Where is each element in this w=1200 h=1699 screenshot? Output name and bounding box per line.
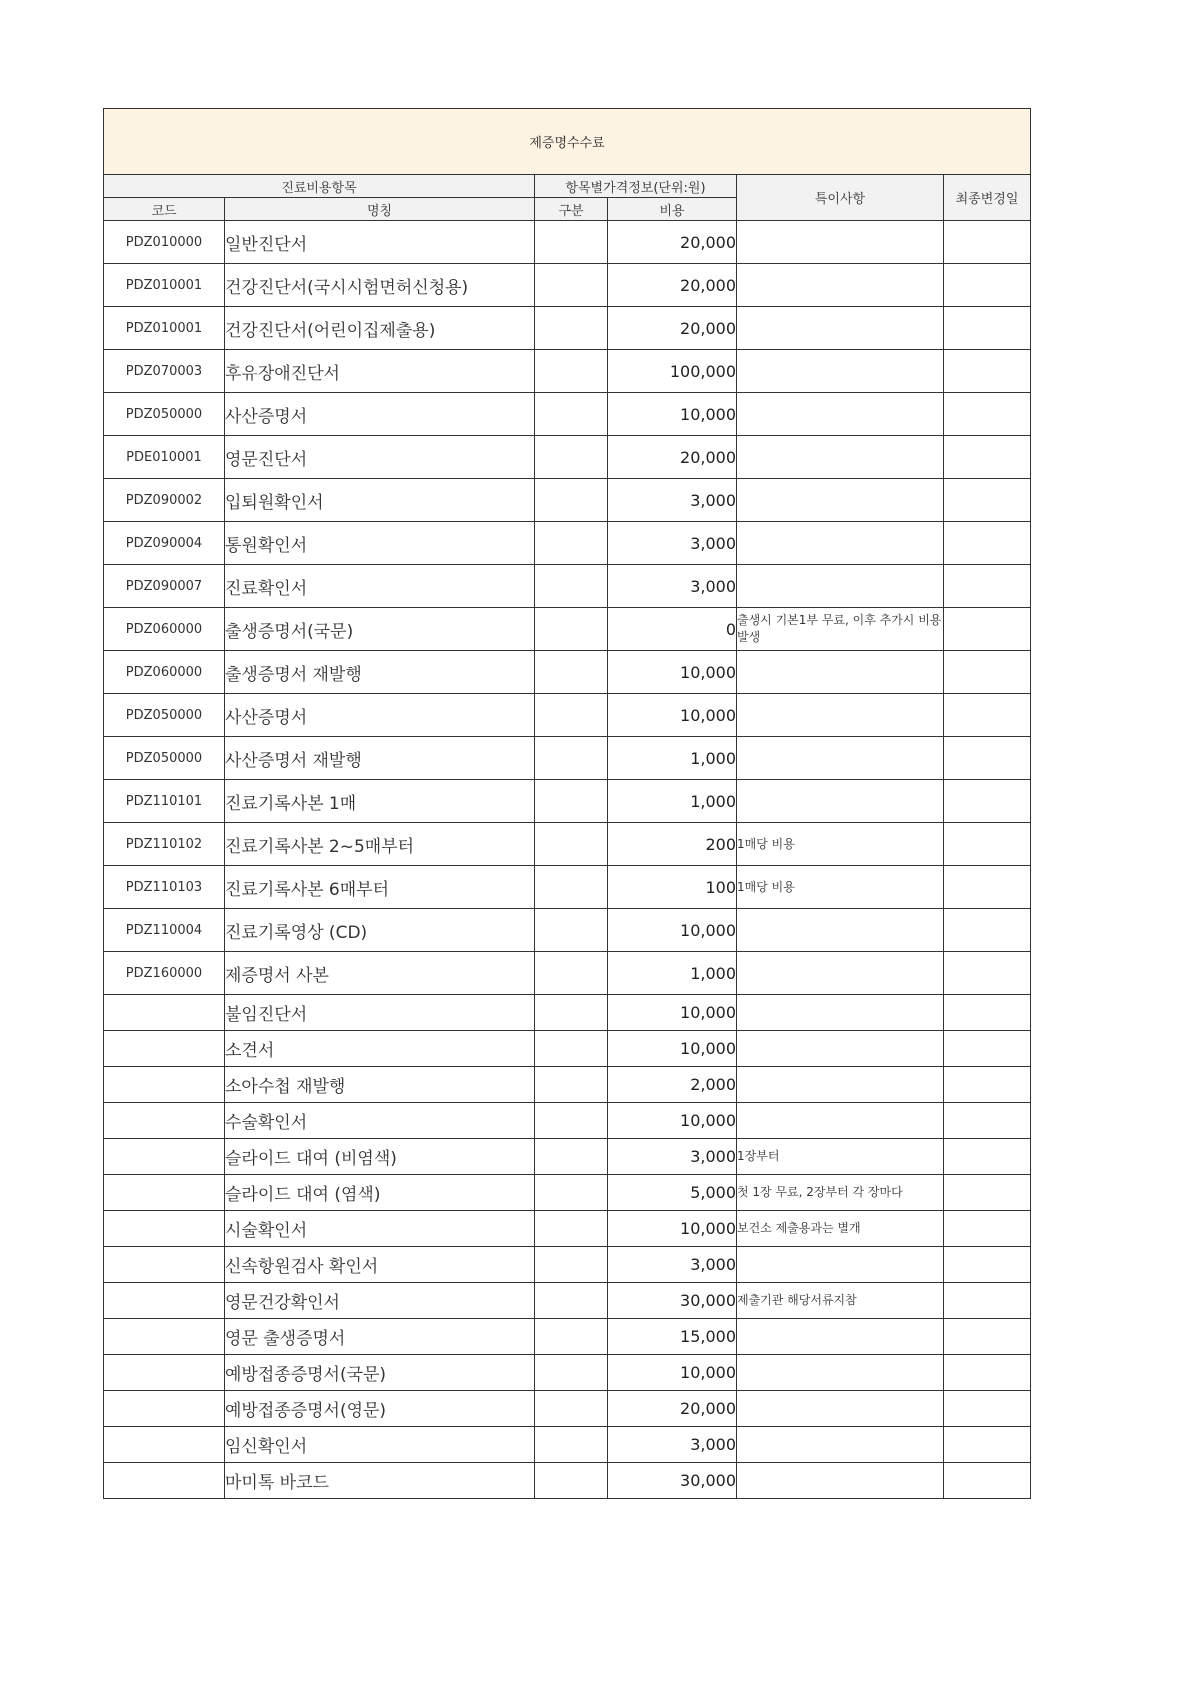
table-row xyxy=(104,608,1031,651)
cell-name: 영문진단서 xyxy=(225,436,535,479)
cell-date xyxy=(944,1319,1031,1355)
cell-category xyxy=(535,1211,608,1247)
cell-code: PDZ110102 xyxy=(104,823,225,866)
cell-cost: 10,000 xyxy=(608,694,737,737)
cell-name: 사산증명서 xyxy=(225,393,535,436)
cell-date xyxy=(944,823,1031,866)
table-row xyxy=(104,1463,1031,1499)
cell-code: PDZ010001 xyxy=(104,264,225,307)
cell-name: 진료기록영상 (CD) xyxy=(225,909,535,952)
cell-category xyxy=(535,1247,608,1283)
cell-date xyxy=(944,1427,1031,1463)
cell-note xyxy=(737,651,944,694)
cell-category xyxy=(535,522,608,565)
cell-code: PDZ110101 xyxy=(104,780,225,823)
cell-note xyxy=(737,694,944,737)
cell-cost: 10,000 xyxy=(608,909,737,952)
cell-note xyxy=(737,1355,944,1391)
cell-code xyxy=(104,1391,225,1427)
cell-name: 출생증명서(국문) xyxy=(225,608,535,651)
cell-name: 건강진단서(국시시험면허신청용) xyxy=(225,264,535,307)
cell-date xyxy=(944,780,1031,823)
table-row xyxy=(104,866,1031,909)
table-row xyxy=(104,909,1031,952)
cell-cost: 2,000 xyxy=(608,1067,737,1103)
cell-name: 진료확인서 xyxy=(225,565,535,608)
cell-name: 불임진단서 xyxy=(225,995,535,1031)
cell-name: 예방접종증명서(국문) xyxy=(225,1355,535,1391)
cell-code: PDZ050000 xyxy=(104,694,225,737)
header-item-group: 진료비용항목 xyxy=(104,175,535,198)
cell-category xyxy=(535,1031,608,1067)
cell-date xyxy=(944,952,1031,995)
cell-date xyxy=(944,221,1031,264)
table-row xyxy=(104,221,1031,264)
cell-note xyxy=(737,522,944,565)
table-row xyxy=(104,1175,1031,1211)
cell-code: PDZ050000 xyxy=(104,393,225,436)
cell-code: PDZ110004 xyxy=(104,909,225,952)
cell-name: 진료기록사본 1매 xyxy=(225,780,535,823)
cell-code: PDZ010000 xyxy=(104,221,225,264)
cell-code xyxy=(104,1067,225,1103)
table-header xyxy=(104,109,1031,221)
cell-cost: 10,000 xyxy=(608,1355,737,1391)
cell-date xyxy=(944,651,1031,694)
cell-note xyxy=(737,1391,944,1427)
cell-date xyxy=(944,565,1031,608)
cell-cost: 200 xyxy=(608,823,737,866)
table-row xyxy=(104,952,1031,995)
cell-code xyxy=(104,995,225,1031)
cell-date xyxy=(944,608,1031,651)
cell-code xyxy=(104,1319,225,1355)
cell-code xyxy=(104,1463,225,1499)
cell-category xyxy=(535,866,608,909)
cell-category xyxy=(535,780,608,823)
cell-code: PDE010001 xyxy=(104,436,225,479)
cell-code xyxy=(104,1247,225,1283)
cell-cost: 20,000 xyxy=(608,264,737,307)
cell-name: 사산증명서 재발행 xyxy=(225,737,535,780)
cell-name: 사산증명서 xyxy=(225,694,535,737)
cell-cost: 5,000 xyxy=(608,1175,737,1211)
table-row xyxy=(104,1247,1031,1283)
cell-note xyxy=(737,1031,944,1067)
cell-cost: 30,000 xyxy=(608,1463,737,1499)
cell-cost: 1,000 xyxy=(608,780,737,823)
cell-category xyxy=(535,565,608,608)
cell-cost: 1,000 xyxy=(608,737,737,780)
cell-code: PDZ060000 xyxy=(104,608,225,651)
cell-date xyxy=(944,1031,1031,1067)
cell-cost: 20,000 xyxy=(608,221,737,264)
cell-cost: 3,000 xyxy=(608,1139,737,1175)
table-row xyxy=(104,995,1031,1031)
table-row xyxy=(104,264,1031,307)
cell-note xyxy=(737,221,944,264)
table-row xyxy=(104,1355,1031,1391)
cell-name: 일반진단서 xyxy=(225,221,535,264)
cell-category xyxy=(535,1427,608,1463)
cell-cost: 100 xyxy=(608,866,737,909)
table-row xyxy=(104,393,1031,436)
cell-cost: 1,000 xyxy=(608,952,737,995)
cell-cost: 3,000 xyxy=(608,565,737,608)
cell-note: 첫 1장 무료, 2장부터 각 장마다 xyxy=(737,1175,944,1211)
cell-date xyxy=(944,1067,1031,1103)
cell-note xyxy=(737,436,944,479)
cell-date xyxy=(944,522,1031,565)
cell-cost: 10,000 xyxy=(608,1031,737,1067)
cell-category xyxy=(535,1139,608,1175)
cell-name: 수술확인서 xyxy=(225,1103,535,1139)
cell-category xyxy=(535,264,608,307)
cell-date xyxy=(944,1103,1031,1139)
cell-cost: 10,000 xyxy=(608,1103,737,1139)
cell-note xyxy=(737,780,944,823)
table-row xyxy=(104,737,1031,780)
table-row xyxy=(104,565,1031,608)
cell-category xyxy=(535,651,608,694)
table-row xyxy=(104,1319,1031,1355)
cell-name: 신속항원검사 확인서 xyxy=(225,1247,535,1283)
cell-date xyxy=(944,350,1031,393)
cell-category xyxy=(535,393,608,436)
cell-name: 예방접종증명서(영문) xyxy=(225,1391,535,1427)
table-body xyxy=(104,221,1031,1499)
cell-note xyxy=(737,1067,944,1103)
cell-name: 출생증명서 재발행 xyxy=(225,651,535,694)
cell-date xyxy=(944,393,1031,436)
cell-date xyxy=(944,694,1031,737)
table-row xyxy=(104,651,1031,694)
table-row xyxy=(104,522,1031,565)
cell-category xyxy=(535,221,608,264)
cell-cost: 15,000 xyxy=(608,1319,737,1355)
cell-date xyxy=(944,1139,1031,1175)
cell-code: PDZ110103 xyxy=(104,866,225,909)
cell-date xyxy=(944,1211,1031,1247)
table-row xyxy=(104,436,1031,479)
header-cost: 비용 xyxy=(608,198,737,221)
cell-note: 출생시 기본1부 무료, 이후 추가시 비용발생 xyxy=(737,608,944,651)
cell-note xyxy=(737,952,944,995)
table-row xyxy=(104,1211,1031,1247)
cell-name: 건강진단서(어린이집제출용) xyxy=(225,307,535,350)
header-note: 특이사항 xyxy=(737,175,944,221)
table-row xyxy=(104,1031,1031,1067)
cell-cost: 0 xyxy=(608,608,737,651)
cell-cost: 30,000 xyxy=(608,1283,737,1319)
cell-note: 1매당 비용 xyxy=(737,866,944,909)
header-category: 구분 xyxy=(535,198,608,221)
cell-date xyxy=(944,264,1031,307)
cell-note xyxy=(737,1427,944,1463)
table-row xyxy=(104,1283,1031,1319)
cell-name: 후유장애진단서 xyxy=(225,350,535,393)
cell-note xyxy=(737,350,944,393)
cell-note xyxy=(737,565,944,608)
cell-code: PDZ090002 xyxy=(104,479,225,522)
cell-date xyxy=(944,1283,1031,1319)
cell-cost: 10,000 xyxy=(608,1211,737,1247)
table-row xyxy=(104,1139,1031,1175)
cell-name: 통원확인서 xyxy=(225,522,535,565)
header-price-group: 항목별가격정보(단위:원) xyxy=(535,175,737,198)
cell-date xyxy=(944,995,1031,1031)
cell-cost: 20,000 xyxy=(608,307,737,350)
cell-name: 슬라이드 대여 (염색) xyxy=(225,1175,535,1211)
cell-category xyxy=(535,1319,608,1355)
header-last-modified: 최종변경일 xyxy=(944,175,1031,221)
cell-cost: 20,000 xyxy=(608,1391,737,1427)
cell-note xyxy=(737,479,944,522)
cell-name: 입퇴원확인서 xyxy=(225,479,535,522)
cell-note xyxy=(737,1103,944,1139)
table-row xyxy=(104,1067,1031,1103)
cell-cost: 3,000 xyxy=(608,522,737,565)
cell-note: 보건소 제출용과는 별개 xyxy=(737,1211,944,1247)
cell-note xyxy=(737,307,944,350)
cell-note xyxy=(737,264,944,307)
cell-cost: 10,000 xyxy=(608,651,737,694)
cell-note xyxy=(737,1247,944,1283)
cell-code: PDZ050000 xyxy=(104,737,225,780)
cell-category xyxy=(535,694,608,737)
cell-date xyxy=(944,1355,1031,1391)
cell-code: PDZ060000 xyxy=(104,651,225,694)
cell-category xyxy=(535,1175,608,1211)
cell-note: 1매당 비용 xyxy=(737,823,944,866)
cell-code: PDZ160000 xyxy=(104,952,225,995)
cell-name: 소견서 xyxy=(225,1031,535,1067)
table-row xyxy=(104,1103,1031,1139)
cell-date xyxy=(944,436,1031,479)
cell-date xyxy=(944,909,1031,952)
cell-cost: 3,000 xyxy=(608,479,737,522)
cell-date xyxy=(944,866,1031,909)
table-row xyxy=(104,1427,1031,1463)
table-row xyxy=(104,307,1031,350)
cell-cost: 3,000 xyxy=(608,1427,737,1463)
cell-category xyxy=(535,1103,608,1139)
cell-name: 마미톡 바코드 xyxy=(225,1463,535,1499)
cell-category xyxy=(535,479,608,522)
cell-note: 제출기관 해당서류지참 xyxy=(737,1283,944,1319)
table-row xyxy=(104,823,1031,866)
cell-note xyxy=(737,393,944,436)
cell-category xyxy=(535,350,608,393)
cell-name: 임신확인서 xyxy=(225,1427,535,1463)
cell-name: 진료기록사본 2~5매부터 xyxy=(225,823,535,866)
cell-category xyxy=(535,436,608,479)
cell-code xyxy=(104,1283,225,1319)
cell-code xyxy=(104,1355,225,1391)
cell-category xyxy=(535,1355,608,1391)
cell-code xyxy=(104,1031,225,1067)
cell-date xyxy=(944,1175,1031,1211)
cell-name: 진료기록사본 6매부터 xyxy=(225,866,535,909)
cell-name: 영문건강확인서 xyxy=(225,1283,535,1319)
cell-note: 1장부터 xyxy=(737,1139,944,1175)
cell-category xyxy=(535,1391,608,1427)
cell-code xyxy=(104,1139,225,1175)
cell-code xyxy=(104,1211,225,1247)
cell-note xyxy=(737,1319,944,1355)
cell-category xyxy=(535,1067,608,1103)
cell-category xyxy=(535,737,608,780)
cell-note xyxy=(737,995,944,1031)
cell-note xyxy=(737,737,944,780)
cell-category xyxy=(535,1283,608,1319)
cell-category xyxy=(535,952,608,995)
cell-name: 시술확인서 xyxy=(225,1211,535,1247)
fee-table xyxy=(103,108,1031,1499)
cell-cost: 10,000 xyxy=(608,995,737,1031)
table-row xyxy=(104,694,1031,737)
cell-date xyxy=(944,479,1031,522)
cell-cost: 3,000 xyxy=(608,1247,737,1283)
cell-code xyxy=(104,1427,225,1463)
cell-code xyxy=(104,1175,225,1211)
cell-cost: 10,000 xyxy=(608,393,737,436)
cell-category xyxy=(535,307,608,350)
cell-code: PDZ090004 xyxy=(104,522,225,565)
cell-category xyxy=(535,909,608,952)
table-title: 제증명수수료 xyxy=(104,109,1031,175)
cell-code: PDZ090007 xyxy=(104,565,225,608)
cell-date xyxy=(944,307,1031,350)
cell-date xyxy=(944,1247,1031,1283)
cell-name: 제증명서 사본 xyxy=(225,952,535,995)
cell-code: PDZ010001 xyxy=(104,307,225,350)
cell-cost: 100,000 xyxy=(608,350,737,393)
cell-name: 영문 출생증명서 xyxy=(225,1319,535,1355)
header-name: 명칭 xyxy=(225,198,535,221)
cell-date xyxy=(944,737,1031,780)
cell-category xyxy=(535,995,608,1031)
cell-note xyxy=(737,909,944,952)
cell-code: PDZ070003 xyxy=(104,350,225,393)
cell-code xyxy=(104,1103,225,1139)
cell-cost: 20,000 xyxy=(608,436,737,479)
cell-date xyxy=(944,1463,1031,1499)
cell-category xyxy=(535,608,608,651)
table-row xyxy=(104,780,1031,823)
table-row xyxy=(104,350,1031,393)
header-code: 코드 xyxy=(104,198,225,221)
cell-date xyxy=(944,1391,1031,1427)
cell-category xyxy=(535,823,608,866)
cell-name: 소아수첩 재발행 xyxy=(225,1067,535,1103)
cell-note xyxy=(737,1463,944,1499)
table-row xyxy=(104,479,1031,522)
table-row xyxy=(104,1391,1031,1427)
cell-name: 슬라이드 대여 (비염색) xyxy=(225,1139,535,1175)
cell-category xyxy=(535,1463,608,1499)
